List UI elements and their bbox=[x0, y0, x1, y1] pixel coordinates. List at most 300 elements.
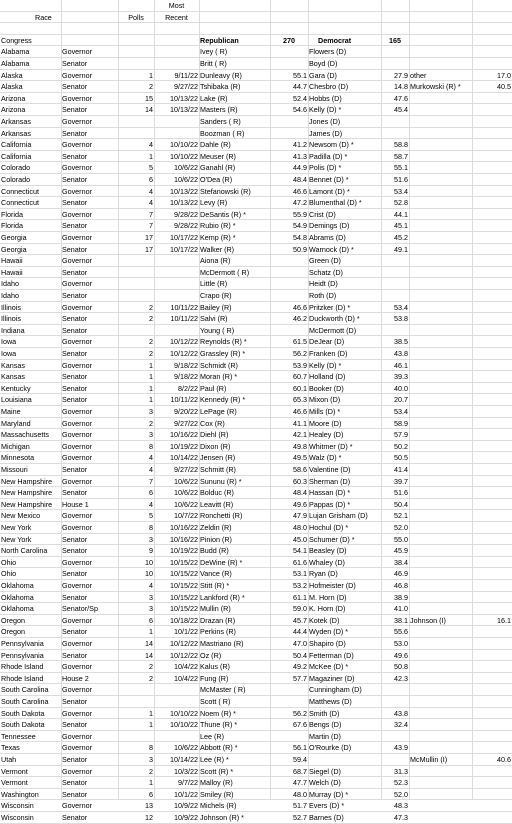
polls-cell: 1 bbox=[149, 708, 153, 718]
date-cell: 9/27/22 bbox=[174, 465, 198, 474]
republican-cell: Paul (R) bbox=[200, 383, 227, 393]
other-cell bbox=[409, 128, 472, 140]
polls-cell bbox=[118, 731, 154, 743]
state-cell: Louisiana bbox=[1, 395, 32, 405]
democrat-cell: Bennet (D) * bbox=[309, 175, 349, 184]
dem-pct-cell: 45.1 bbox=[394, 221, 408, 231]
other-cell bbox=[409, 232, 472, 244]
republican-cell: Crapo (R) bbox=[200, 291, 232, 300]
date-cell: 10/6/22 bbox=[174, 488, 198, 498]
state-cell: South Carolina bbox=[1, 685, 49, 695]
democrat-cell: Shapiro (D) bbox=[309, 639, 346, 648]
office-cell: Governor bbox=[62, 685, 92, 695]
republican-cell: Fung (R) bbox=[200, 673, 229, 683]
dem-pct-cell: 53.4 bbox=[394, 302, 408, 312]
dem-pct-cell: 39.7 bbox=[394, 476, 408, 486]
state-cell: Connecticut bbox=[1, 198, 39, 208]
other-cell bbox=[409, 418, 472, 430]
table-row bbox=[0, 232, 512, 244]
democrat-cell: Abrams (D) bbox=[309, 233, 346, 242]
table-row bbox=[0, 394, 512, 406]
other-cell bbox=[409, 452, 472, 464]
polls-cell: 3 bbox=[149, 604, 153, 614]
dem-pct-cell: 55.6 bbox=[394, 627, 408, 637]
democrat-cell: Whitmer (D) * bbox=[309, 441, 353, 451]
other-cell bbox=[409, 174, 472, 186]
state-cell: Indiana bbox=[1, 325, 25, 335]
republican-cell: Walker (R) bbox=[200, 244, 235, 254]
republican-cell: Vance (R) bbox=[200, 569, 232, 579]
other-pct-cell bbox=[472, 302, 512, 314]
republican-cell: Mullin (R) bbox=[200, 604, 231, 614]
date-cell: 10/15/22 bbox=[170, 557, 198, 567]
democrat-cell: Schumer (D) * bbox=[309, 534, 355, 544]
office-cell: Senator bbox=[62, 59, 88, 68]
state-cell: South Dakota bbox=[1, 720, 45, 730]
republican-cell: Scott ( R) bbox=[200, 697, 231, 706]
other-cell bbox=[409, 592, 472, 604]
other-cell bbox=[409, 360, 472, 372]
republican-cell: Masters (R) bbox=[200, 105, 238, 115]
state-cell: Iowa bbox=[1, 337, 17, 347]
dem-pct-cell bbox=[381, 46, 409, 58]
office-cell: Senator bbox=[62, 105, 88, 115]
dem-pct-cell: 43.9 bbox=[394, 743, 408, 753]
other-pct-cell bbox=[472, 325, 512, 337]
office-cell: Governor bbox=[62, 708, 92, 718]
table-row bbox=[0, 452, 512, 464]
polls-cell bbox=[118, 58, 154, 70]
polls-cell: 3 bbox=[149, 592, 153, 602]
other-pct-cell bbox=[472, 731, 512, 743]
date-cell bbox=[154, 278, 199, 290]
other-cell bbox=[409, 487, 472, 499]
polls-cell: 1 bbox=[149, 720, 153, 730]
office-cell: Governor bbox=[62, 337, 92, 347]
office-cell: Senator bbox=[62, 198, 88, 208]
polls-cell: 14 bbox=[145, 105, 153, 115]
dem-pct-cell: 40.0 bbox=[394, 383, 408, 393]
office-cell: Senator bbox=[62, 128, 88, 138]
polls-cell: 5 bbox=[149, 163, 153, 173]
other-pct-cell bbox=[472, 545, 512, 557]
polls-cell: 4 bbox=[149, 453, 153, 463]
other-pct-cell bbox=[472, 661, 512, 673]
state-cell: Arizona bbox=[1, 93, 26, 103]
republican-cell: McDermott ( R) bbox=[200, 267, 250, 277]
date-cell: 10/12/22 bbox=[170, 639, 198, 648]
rep-pct-cell: 46.2 bbox=[293, 314, 307, 324]
rep-pct-cell: 57.7 bbox=[293, 673, 307, 683]
dem-pct-cell: 58.8 bbox=[394, 140, 408, 150]
dem-pct-cell: 43.8 bbox=[394, 708, 408, 718]
dem-pct-cell: 38.1 bbox=[394, 615, 408, 625]
table-row bbox=[0, 209, 512, 221]
other-pct-cell bbox=[472, 708, 512, 720]
democrat-cell: Kotek (D) bbox=[309, 615, 340, 625]
other-pct-cell bbox=[472, 278, 512, 290]
democrat-cell: Boyd (D) bbox=[309, 59, 338, 68]
republican-cell: Noem (R) * bbox=[200, 708, 236, 718]
dem-pct-cell: 53.8 bbox=[394, 314, 408, 324]
republican-cell: Dunleavy (R) bbox=[200, 70, 242, 80]
office-cell: Senator bbox=[62, 325, 88, 335]
state-cell: Alabama bbox=[1, 59, 30, 68]
state-cell: Kansas bbox=[1, 360, 25, 370]
office-cell: Governor bbox=[62, 476, 92, 486]
republican-cell: Smiley (R) bbox=[200, 789, 234, 799]
table-row bbox=[0, 626, 512, 638]
state-cell: California bbox=[1, 151, 32, 161]
office-cell: Senator bbox=[62, 592, 88, 602]
republican-cell: Michels (R) bbox=[200, 801, 237, 811]
dem-pct-cell: 45.4 bbox=[394, 105, 408, 115]
state-cell: Arizona bbox=[1, 105, 26, 115]
other-cell bbox=[409, 568, 472, 580]
header-most: Most bbox=[168, 1, 185, 10]
other-cell bbox=[409, 789, 472, 801]
date-cell: 10/6/22 bbox=[174, 743, 198, 753]
office-cell: Senator/Sp bbox=[62, 604, 98, 614]
date-cell: 10/11/22 bbox=[170, 395, 198, 405]
date-cell bbox=[154, 684, 199, 696]
polls-cell: 17 bbox=[145, 244, 153, 254]
republican-cell: Grassley (R) * bbox=[200, 349, 246, 358]
dem-pct-cell: 49.1 bbox=[394, 244, 408, 254]
rep-pct-cell: 54.6 bbox=[293, 105, 307, 115]
dem-pct-cell: 57.9 bbox=[394, 430, 408, 440]
office-cell: Governor bbox=[62, 441, 92, 451]
rep-pct-cell: 50.4 bbox=[293, 650, 307, 660]
state-cell: Colorado bbox=[1, 175, 31, 184]
democrat-cell: Flowers (D) bbox=[309, 47, 347, 57]
rep-pct-cell: 59.4 bbox=[293, 755, 307, 764]
table-row bbox=[0, 441, 512, 453]
dem-pct-cell bbox=[381, 684, 409, 696]
office-cell: Senator bbox=[62, 175, 88, 184]
date-cell: 10/6/22 bbox=[174, 175, 198, 184]
rep-pct-cell bbox=[270, 128, 308, 140]
table-row bbox=[0, 800, 512, 812]
table-row bbox=[0, 650, 512, 662]
header-row-1 bbox=[0, 0, 512, 12]
dem-pct-cell: 55.1 bbox=[394, 163, 408, 173]
state-cell: Pennsylvania bbox=[1, 650, 44, 660]
other-pct-cell bbox=[472, 789, 512, 801]
dem-pct-cell: 53.4 bbox=[394, 407, 408, 416]
polls-cell: 2 bbox=[149, 337, 153, 347]
polls-cell: 6 bbox=[149, 175, 153, 184]
state-cell: New Hampshire bbox=[1, 499, 53, 509]
state-cell: New Hampshire bbox=[1, 488, 53, 498]
rep-pct-cell: 53.9 bbox=[293, 360, 307, 370]
table-row bbox=[0, 777, 512, 789]
other-pct-cell bbox=[472, 244, 512, 256]
office-cell: House 2 bbox=[62, 673, 89, 683]
dem-pct-cell: 27.9 bbox=[394, 70, 408, 80]
rep-pct-cell: 61.6 bbox=[293, 557, 307, 567]
date-cell: 10/13/22 bbox=[170, 186, 198, 196]
dem-pct-cell: 46.8 bbox=[394, 581, 408, 590]
republican-cell: Bailey (R) bbox=[200, 302, 232, 312]
democrat-cell: Valentine (D) bbox=[309, 465, 351, 474]
date-cell bbox=[154, 116, 199, 128]
other-pct-cell bbox=[472, 580, 512, 592]
table-row bbox=[0, 545, 512, 557]
other-pct-cell bbox=[472, 441, 512, 453]
other-pct-cell bbox=[472, 487, 512, 499]
rep-pct-cell: 65.3 bbox=[293, 395, 307, 405]
state-cell: Oklahoma bbox=[1, 604, 34, 614]
table-row bbox=[0, 464, 512, 476]
polls-cell: 1 bbox=[149, 778, 153, 788]
other-cell bbox=[409, 302, 472, 314]
democrat-cell bbox=[308, 754, 381, 766]
dem-pct-cell: 47.3 bbox=[394, 813, 408, 822]
democrat-cell: James (D) bbox=[309, 128, 343, 138]
other-cell bbox=[409, 255, 472, 267]
state-cell: Tennessee bbox=[1, 731, 36, 741]
table-row bbox=[0, 348, 512, 360]
dem-pct-cell: 45.2 bbox=[394, 233, 408, 242]
other-cell: Murkowski (R) * bbox=[410, 82, 461, 92]
republican-cell: LePage (R) bbox=[200, 407, 237, 416]
other-pct-cell bbox=[472, 603, 512, 615]
state-cell: Oregon bbox=[1, 615, 25, 625]
other-cell bbox=[409, 777, 472, 789]
democrat-cell: Newsom (D) * bbox=[309, 140, 354, 150]
other-pct-cell bbox=[472, 232, 512, 244]
other-pct-cell bbox=[472, 626, 512, 638]
office-cell: House 1 bbox=[62, 499, 89, 509]
office-cell: Governor bbox=[62, 615, 92, 625]
table-row bbox=[0, 197, 512, 209]
office-cell: Governor bbox=[62, 70, 92, 80]
date-cell: 10/19/22 bbox=[170, 441, 198, 451]
state-cell: Colorado bbox=[1, 163, 31, 173]
date-cell: 10/4/22 bbox=[174, 662, 198, 672]
polls-cell: 3 bbox=[149, 407, 153, 416]
rep-pct-cell bbox=[270, 278, 308, 290]
office-cell: Senator bbox=[62, 291, 88, 300]
rep-pct-cell: 52.4 bbox=[293, 93, 307, 103]
state-cell: Vermont bbox=[1, 778, 28, 788]
dem-pct-cell: 53.4 bbox=[394, 186, 408, 196]
other-cell bbox=[409, 673, 472, 685]
table-row bbox=[0, 116, 512, 128]
other-pct-cell bbox=[472, 313, 512, 325]
other-cell bbox=[409, 638, 472, 650]
other-pct-cell bbox=[472, 777, 512, 789]
democrat-cell: Franken (D) bbox=[309, 349, 348, 358]
other-cell bbox=[409, 429, 472, 441]
office-cell: Senator bbox=[62, 627, 88, 637]
office-cell: Senator bbox=[62, 813, 88, 822]
other-cell bbox=[409, 244, 472, 256]
table-row bbox=[0, 290, 512, 302]
other-pct-cell bbox=[472, 742, 512, 754]
state-cell: Ohio bbox=[1, 569, 17, 579]
table-row bbox=[0, 742, 512, 754]
democrat-cell: Polis (D) * bbox=[309, 163, 342, 173]
polls-cell bbox=[118, 325, 154, 337]
democrat-cell: O'Rourke (D) bbox=[309, 743, 352, 753]
date-cell: 10/1/22 bbox=[174, 789, 198, 799]
polls-cell: 4 bbox=[149, 198, 153, 208]
democrat-cell: Pappas (D) * bbox=[309, 499, 351, 509]
date-cell: 10/6/22 bbox=[174, 499, 198, 509]
democrat-cell: Schatz (D) bbox=[309, 267, 343, 277]
other-pct-cell bbox=[472, 534, 512, 546]
date-cell: 9/27/22 bbox=[174, 82, 198, 92]
republican-cell: Ivey ( R) bbox=[200, 47, 228, 57]
republican-cell: Aiona (R) bbox=[200, 256, 231, 266]
republican-cell: Tshibaka (R) bbox=[200, 82, 241, 92]
polls-cell: 6 bbox=[149, 488, 153, 498]
date-cell bbox=[154, 46, 199, 58]
rep-pct-cell: 45.7 bbox=[293, 615, 307, 625]
table-row bbox=[0, 93, 512, 105]
office-cell: Senator bbox=[62, 383, 88, 393]
polls-cell bbox=[118, 278, 154, 290]
polls-cell: 15 bbox=[145, 93, 153, 103]
rep-pct-cell bbox=[270, 267, 308, 279]
office-cell: Governor bbox=[62, 93, 92, 103]
table-row bbox=[0, 568, 512, 580]
republican-cell: Schmitt (R) bbox=[200, 465, 236, 474]
dem-pct-cell bbox=[381, 696, 409, 708]
office-cell: Senator bbox=[62, 244, 88, 254]
table-row bbox=[0, 766, 512, 778]
other-pct-cell bbox=[472, 696, 512, 708]
republican-cell: Lee (R) bbox=[200, 731, 224, 741]
date-cell bbox=[154, 325, 199, 337]
democrat-cell: Moore (D) bbox=[309, 418, 342, 428]
other-cell bbox=[409, 441, 472, 453]
republican-cell: Jensen (R) bbox=[200, 453, 236, 463]
dem-pct-cell: 20.7 bbox=[394, 395, 408, 405]
office-cell: Senator bbox=[62, 372, 88, 382]
table-row bbox=[0, 638, 512, 650]
state-cell: New York bbox=[1, 523, 32, 532]
office-cell: Governor bbox=[62, 639, 92, 648]
table-row bbox=[0, 58, 512, 70]
other-pct-cell bbox=[472, 557, 512, 569]
dem-pct-cell: 45.9 bbox=[394, 546, 408, 556]
other-cell bbox=[409, 464, 472, 476]
other-pct-cell bbox=[472, 673, 512, 685]
democrat-cell: Demings (D) bbox=[309, 221, 350, 231]
other-cell: Johnson (I) bbox=[410, 615, 446, 625]
state-cell: Rhode Island bbox=[1, 673, 44, 683]
rep-pct-cell: 54.8 bbox=[293, 233, 307, 242]
state-cell: Alaska bbox=[1, 70, 23, 80]
democrat-cell: Ryan (D) bbox=[309, 569, 338, 579]
office-cell: Senator bbox=[62, 267, 88, 277]
other-cell bbox=[409, 800, 472, 812]
republican-cell: Britt ( R) bbox=[200, 59, 227, 68]
state-cell: Washington bbox=[1, 789, 39, 799]
polls-cell: 14 bbox=[145, 639, 153, 648]
rep-pct-cell: 68.7 bbox=[293, 766, 307, 776]
democrat-cell: Wyden (D) * bbox=[309, 627, 349, 637]
republican-cell: Pinion (R) bbox=[200, 534, 232, 544]
republican-cell: Little (R) bbox=[200, 279, 228, 289]
state-cell: Idaho bbox=[1, 291, 19, 300]
rep-pct-cell: 59.0 bbox=[293, 604, 307, 614]
other-cell bbox=[409, 139, 472, 151]
dem-pct-cell: 52.0 bbox=[394, 523, 408, 532]
other-cell bbox=[409, 742, 472, 754]
other-cell bbox=[409, 220, 472, 232]
polls-cell: 3 bbox=[149, 430, 153, 440]
state-cell: Missouri bbox=[1, 465, 28, 474]
republican-cell: Sununu (R) * bbox=[200, 476, 242, 486]
dem-pct-cell: 52.1 bbox=[394, 511, 408, 521]
democrat-cell: McDermott (D) bbox=[309, 325, 357, 335]
header-row-4 bbox=[0, 35, 512, 47]
polls-cell bbox=[118, 267, 154, 279]
table-row bbox=[0, 139, 512, 151]
dem-pct-cell: 51.6 bbox=[394, 175, 408, 184]
republican-cell: Dahle (R) bbox=[200, 140, 231, 150]
republican-cell: Moran (R) * bbox=[200, 372, 238, 382]
republican-cell: Rubio (R) * bbox=[200, 221, 236, 231]
republican-cell: Ganahl (R) bbox=[200, 163, 236, 173]
rep-pct-cell: 46.6 bbox=[293, 302, 307, 312]
rep-pct-cell bbox=[270, 290, 308, 302]
rep-pct-cell: 55.1 bbox=[293, 70, 307, 80]
other-pct-cell bbox=[472, 197, 512, 209]
date-cell: 10/6/22 bbox=[174, 163, 198, 173]
date-cell: 10/1/22 bbox=[174, 627, 198, 637]
republican-cell: Kennedy (R) * bbox=[200, 395, 246, 405]
dem-pct-cell: 51.6 bbox=[394, 488, 408, 498]
democrat-cell: Walz (D) * bbox=[309, 453, 342, 463]
date-cell: 10/10/22 bbox=[170, 140, 198, 150]
state-cell: South Carolina bbox=[1, 697, 49, 706]
rep-pct-cell: 54.1 bbox=[293, 546, 307, 556]
democrat-cell: Warnock (D) * bbox=[309, 244, 354, 254]
office-cell: Governor bbox=[62, 140, 92, 150]
state-cell: Georgia bbox=[1, 244, 27, 254]
democrat-cell: Sherman (D) bbox=[309, 476, 351, 486]
other-cell bbox=[409, 267, 472, 279]
other-pct-cell bbox=[472, 58, 512, 70]
democrat-cell: Holland (D) bbox=[309, 372, 346, 382]
republican-cell: Sanders ( R) bbox=[200, 117, 241, 126]
date-cell: 10/3/22 bbox=[174, 766, 198, 776]
dem-pct-cell: 41.4 bbox=[394, 465, 408, 474]
table-row bbox=[0, 684, 512, 696]
header-dem-total: 165 bbox=[389, 35, 401, 45]
office-cell: Governor bbox=[62, 662, 92, 672]
other-cell bbox=[409, 522, 472, 534]
other-cell bbox=[409, 708, 472, 720]
rep-pct-cell bbox=[270, 58, 308, 70]
rep-pct-cell: 52.7 bbox=[293, 813, 307, 822]
office-cell: Governor bbox=[62, 453, 92, 463]
dem-pct-cell bbox=[381, 116, 409, 128]
republican-cell: Drazan (R) bbox=[200, 615, 236, 625]
table-row bbox=[0, 522, 512, 534]
date-cell: 10/10/22 bbox=[170, 708, 198, 718]
table-row bbox=[0, 603, 512, 615]
rep-pct-cell bbox=[270, 116, 308, 128]
state-cell: Connecticut bbox=[1, 186, 39, 196]
date-cell: 9/28/22 bbox=[174, 209, 198, 219]
table-row bbox=[0, 371, 512, 383]
